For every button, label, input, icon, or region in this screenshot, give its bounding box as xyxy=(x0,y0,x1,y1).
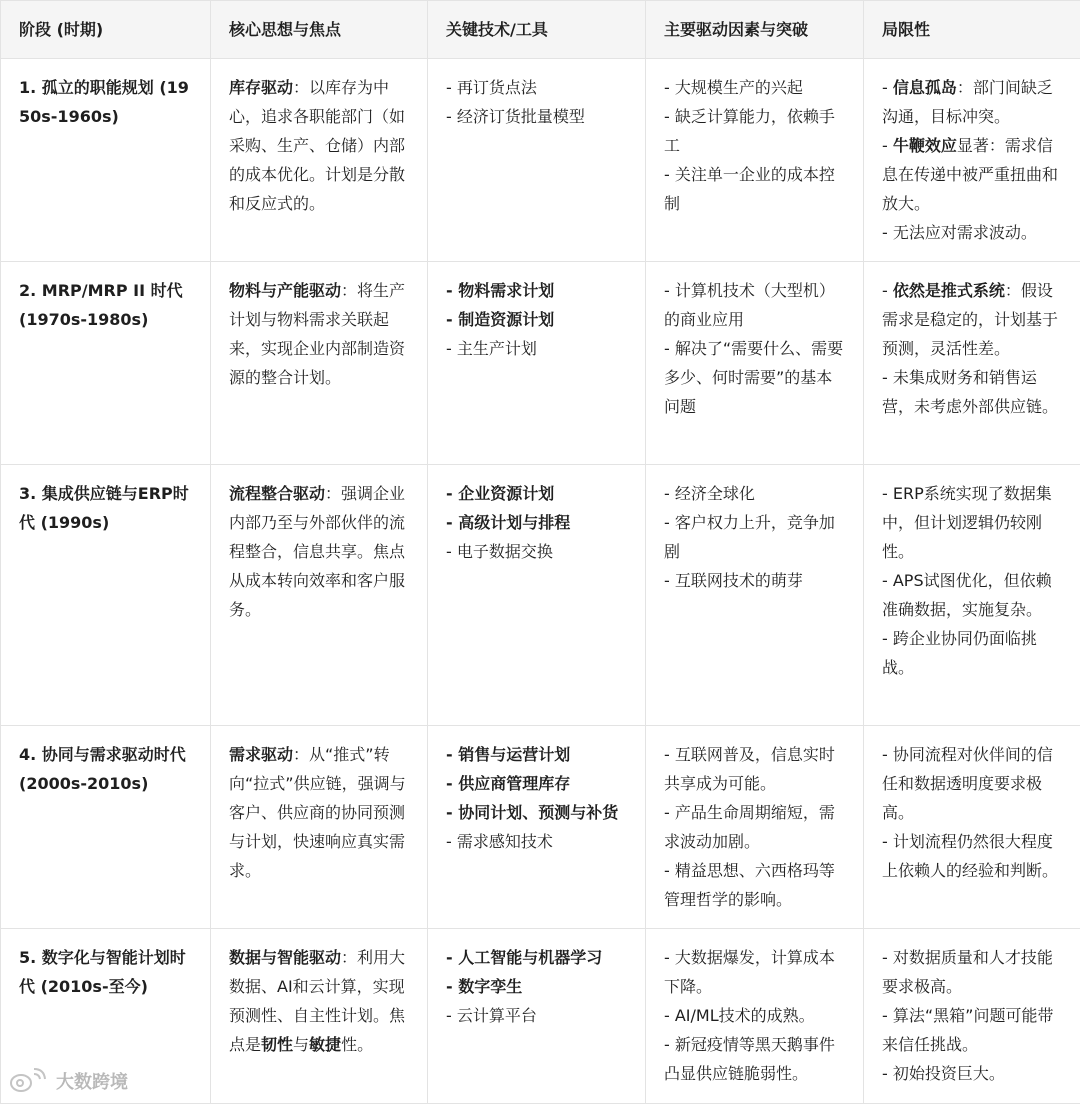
stage-cell: 1. 孤立的职能规划 (1950s-1960s) xyxy=(1,59,211,262)
list-item xyxy=(446,769,630,798)
watermark-text: 大数跨境 xyxy=(56,1068,128,1094)
list-item xyxy=(664,566,848,595)
table-row xyxy=(1,929,1080,1104)
item-text: ：部门间缺乏沟通，目标冲突。 xyxy=(882,78,1053,126)
list-item xyxy=(664,943,848,1001)
list-item xyxy=(882,276,1065,363)
list-item xyxy=(446,479,630,508)
list-item xyxy=(446,305,630,334)
item-text: - 关注单一企业的成本控制 xyxy=(664,165,835,213)
list-item xyxy=(664,160,848,218)
item-text: - 协同流程对伙伴间的信任和数据透明度要求极高。 xyxy=(882,745,1053,822)
limits-cell xyxy=(864,262,1080,465)
list-item xyxy=(446,943,630,972)
item-text: - xyxy=(882,78,893,97)
focus-text: ：以库存为中心，追求各职能部门（如采购、生产、仓储）内部的成本优化。计划是分散和反应式的。 xyxy=(229,78,405,213)
list-item xyxy=(446,334,630,363)
limits-cell xyxy=(864,59,1080,262)
item-text: - 互联网普及，信息实时共享成为可能。 xyxy=(664,745,835,793)
tech-cell xyxy=(428,726,646,929)
focus-bold-text: 数据与智能驱动 xyxy=(229,948,341,967)
drivers-cell xyxy=(646,262,864,465)
focus-bold-text: 韧性 xyxy=(261,1035,293,1054)
focus-text: ：强调企业内部乃至与外部伙伴的流程整合，信息共享。焦点从成本转向效率和客户服务。 xyxy=(229,484,405,619)
header-focus: 核心思想与焦点 xyxy=(211,1,428,59)
table-row xyxy=(1,726,1080,929)
drivers-cell xyxy=(646,59,864,262)
focus-text: ：将生产计划与物料需求关联起来，实现企业内部制造资源的整合计划。 xyxy=(229,281,405,387)
list-item xyxy=(446,740,630,769)
item-text: - 互联网技术的萌芽 xyxy=(664,571,803,590)
tech-cell xyxy=(428,59,646,262)
list-item xyxy=(664,479,848,508)
list-item xyxy=(664,740,848,798)
list-item xyxy=(664,1030,848,1088)
item-text: - 跨企业协同仍面临挑战。 xyxy=(882,629,1037,677)
list-item xyxy=(882,131,1065,218)
item-text: - 主生产计划 xyxy=(446,339,537,358)
tech-cell xyxy=(428,262,646,465)
list-item xyxy=(664,1001,848,1030)
item-text: - 新冠疫情等黑天鹅事件凸显供应链脆弱性。 xyxy=(664,1035,835,1083)
focus-cell xyxy=(211,465,428,726)
limits-cell xyxy=(864,726,1080,929)
item-text: - xyxy=(882,136,893,155)
item-text: - ERP系统实现了数据集中，但计划逻辑仍较刚性。 xyxy=(882,484,1052,561)
item-bold-text: 牛鞭效应 xyxy=(893,136,957,155)
focus-text: 与 xyxy=(293,1035,309,1054)
item-text: - 初始投资巨大。 xyxy=(882,1064,1005,1083)
drivers-cell xyxy=(646,465,864,726)
list-item xyxy=(446,1001,630,1030)
table-row xyxy=(1,262,1080,465)
list-item xyxy=(882,566,1065,624)
list-item xyxy=(882,218,1065,247)
item-bold-text: - 高级计划与排程 xyxy=(446,513,570,532)
header-drivers: 主要驱动因素与突破 xyxy=(646,1,864,59)
item-bold-text: - 人工智能与机器学习 xyxy=(446,948,602,967)
list-item xyxy=(882,479,1065,566)
list-item xyxy=(446,276,630,305)
header-stage: 阶段 (时期) xyxy=(1,1,211,59)
item-text: - 计算机技术（大型机）的商业应用 xyxy=(664,281,835,329)
item-bold-text: - 销售与运营计划 xyxy=(446,745,570,764)
item-text: - 无法应对需求波动。 xyxy=(882,223,1037,242)
item-text: - 需求感知技术 xyxy=(446,832,553,851)
item-text: - 解决了“需要什么、需要多少、何时需要”的基本问题 xyxy=(664,339,843,416)
item-text: - 客户权力上升，竞争加剧 xyxy=(664,513,835,561)
table-row xyxy=(1,59,1080,262)
item-text: - 未集成财务和销售运营，未考虑外部供应链。 xyxy=(882,368,1058,416)
item-text: - 对数据质量和人才技能要求极高。 xyxy=(882,948,1053,996)
item-text: - 电子数据交换 xyxy=(446,542,553,561)
list-item xyxy=(882,740,1065,827)
item-text: - 云计算平台 xyxy=(446,1006,537,1025)
list-item xyxy=(664,798,848,856)
focus-cell xyxy=(211,929,428,1104)
list-item xyxy=(446,508,630,537)
list-item xyxy=(882,73,1065,131)
stage-cell: 2. MRP/MRP II 时代 (1970s-1980s) xyxy=(1,262,211,465)
table-header-row xyxy=(1,1,1080,59)
item-text: - xyxy=(882,281,893,300)
list-item xyxy=(446,102,630,131)
focus-cell xyxy=(211,59,428,262)
focus-bold-text: 敏捷 xyxy=(309,1035,341,1054)
item-bold-text: - 制造资源计划 xyxy=(446,310,554,329)
limits-cell xyxy=(864,465,1080,726)
focus-cell xyxy=(211,726,428,929)
item-text: - 计划流程仍然很大程度上依赖人的经验和判断。 xyxy=(882,832,1058,880)
item-text: - 再订货点法 xyxy=(446,78,537,97)
item-text: - 大数据爆发，计算成本下降。 xyxy=(664,948,835,996)
item-text: - 经济订货批量模型 xyxy=(446,107,585,126)
focus-bold-text: 需求驱动 xyxy=(229,745,293,764)
drivers-cell xyxy=(646,929,864,1104)
item-text: ：假设需求是稳定的，计划基于预测，灵活性差。 xyxy=(882,281,1058,358)
focus-bold-text: 流程整合驱动 xyxy=(229,484,325,503)
item-text: - 大规模生产的兴起 xyxy=(664,78,803,97)
item-text: - 算法“黑箱”问题可能带来信任挑战。 xyxy=(882,1006,1053,1054)
list-item xyxy=(664,73,848,102)
stage-cell: 5. 数字化与智能计划时代 (2010s-至今) xyxy=(1,929,211,1104)
item-text: - 产品生命周期缩短，需求波动加剧。 xyxy=(664,803,835,851)
list-item xyxy=(882,827,1065,885)
limits-cell xyxy=(864,929,1080,1104)
focus-text: ：利用大数据、AI和云计算，实现预测性、自主性计划。焦点是 xyxy=(229,948,405,1054)
list-item xyxy=(664,334,848,421)
focus-text: 性。 xyxy=(341,1035,373,1054)
list-item xyxy=(882,1001,1065,1059)
list-item xyxy=(446,972,630,1001)
item-text: - 缺乏计算能力，依赖手工 xyxy=(664,107,835,155)
item-text: - 经济全球化 xyxy=(664,484,755,503)
item-text: - 精益思想、六西格玛等管理哲学的影响。 xyxy=(664,861,835,909)
list-item xyxy=(664,508,848,566)
drivers-cell xyxy=(646,726,864,929)
item-bold-text: - 协同计划、预测与补货 xyxy=(446,803,618,822)
tech-cell xyxy=(428,465,646,726)
list-item xyxy=(882,943,1065,1001)
list-item xyxy=(446,827,630,856)
focus-cell xyxy=(211,262,428,465)
item-text: 显著：需求信息在传递中被严重扭曲和放大。 xyxy=(882,136,1058,213)
focus-bold-text: 物料与产能驱动 xyxy=(229,281,341,300)
list-item xyxy=(882,624,1065,682)
list-item xyxy=(446,537,630,566)
tech-cell xyxy=(428,929,646,1104)
item-bold-text: 依然是推式系统 xyxy=(893,281,1005,300)
list-item xyxy=(664,856,848,914)
item-bold-text: - 企业资源计划 xyxy=(446,484,554,503)
watermark xyxy=(8,1068,128,1094)
item-text: - APS试图优化，但依赖准确数据，实施复杂。 xyxy=(882,571,1052,619)
stage-cell: 4. 协同与需求驱动时代 (2000s-2010s) xyxy=(1,726,211,929)
list-item xyxy=(664,276,848,334)
item-bold-text: - 数字孪生 xyxy=(446,977,522,996)
table-row xyxy=(1,465,1080,726)
list-item xyxy=(446,73,630,102)
item-bold-text: - 供应商管理库存 xyxy=(446,774,570,793)
list-item xyxy=(664,102,848,160)
item-bold-text: - 物料需求计划 xyxy=(446,281,554,300)
list-item xyxy=(882,363,1065,421)
header-tech: 关键技术/工具 xyxy=(428,1,646,59)
list-item xyxy=(882,1059,1065,1088)
stage-cell: 3. 集成供应链与ERP时代 (1990s) xyxy=(1,465,211,726)
item-bold-text: 信息孤岛 xyxy=(893,78,957,97)
weibo-logo-icon xyxy=(8,1068,50,1094)
item-text: - AI/ML技术的成熟。 xyxy=(664,1006,815,1025)
focus-bold-text: 库存驱动 xyxy=(229,78,293,97)
focus-text: ：从“推式”转向“拉式”供应链，强调与客户、供应商的协同预测与计划，快速响应真实需求。 xyxy=(229,745,406,880)
list-item xyxy=(446,798,630,827)
header-limits: 局限性 xyxy=(864,1,1080,59)
